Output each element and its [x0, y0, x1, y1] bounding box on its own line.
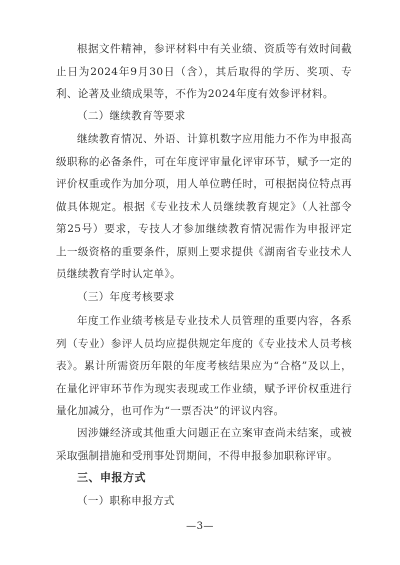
paragraph-continuing-education: 继续教育情况、外语、计算机数字应用能力不作为申报高级职称的必备条件，可在年度评审量化评审环节，赋予一定的评价权重或作为加分项，用人单位聘任时，可根据岗位特点再做具体规定。根据《专业技术人员继续教育规定》（人社部令第25号）要求，专技人才参加继续教育情况需作为申报评定上一级资格的重要条件，原则上要求提供《湖南省专业技术人员继续教育学时认定单》。 — [56, 133, 352, 280]
paragraph-validity-deadline: 根据文件精神，参评材料中有关业绩、资质等有效时间截止日为2024年9月30日（含），其后取得的学历、奖项、专利、论著及业绩成果等，不作为2024年度有效参评材料。 — [56, 43, 352, 100]
section-title-declaration-method: 三、申报方式 — [77, 471, 146, 484]
heading-title-declaration-method: （一）职称申报方式 — [77, 495, 175, 507]
page-number: —3— — [186, 521, 214, 532]
heading-annual-assessment: （三）年度考核要求 — [77, 291, 175, 303]
heading-continuing-education: （二）继续教育等要求 — [77, 110, 186, 122]
paragraph-annual-assessment: 年度工作业绩考核是专业技术人员管理的重要内容，各系列（专业）参评人员均应提供规定年度的《专业技术人员考核表》。累计所需资历年限的年度考核结果应为“合格”及以上，在量化评审环节作为现实表现或工作业绩，赋予评价权重进行量化加减分，也可作为“一票否决”的评议内容。 — [56, 315, 352, 417]
paragraph-disqualification: 因涉嫌经济或其他重大问题正在立案审查尚未结案，或被采取强制措施和受刑事处罚期间，不得申报参加职称评审。 — [56, 427, 352, 462]
